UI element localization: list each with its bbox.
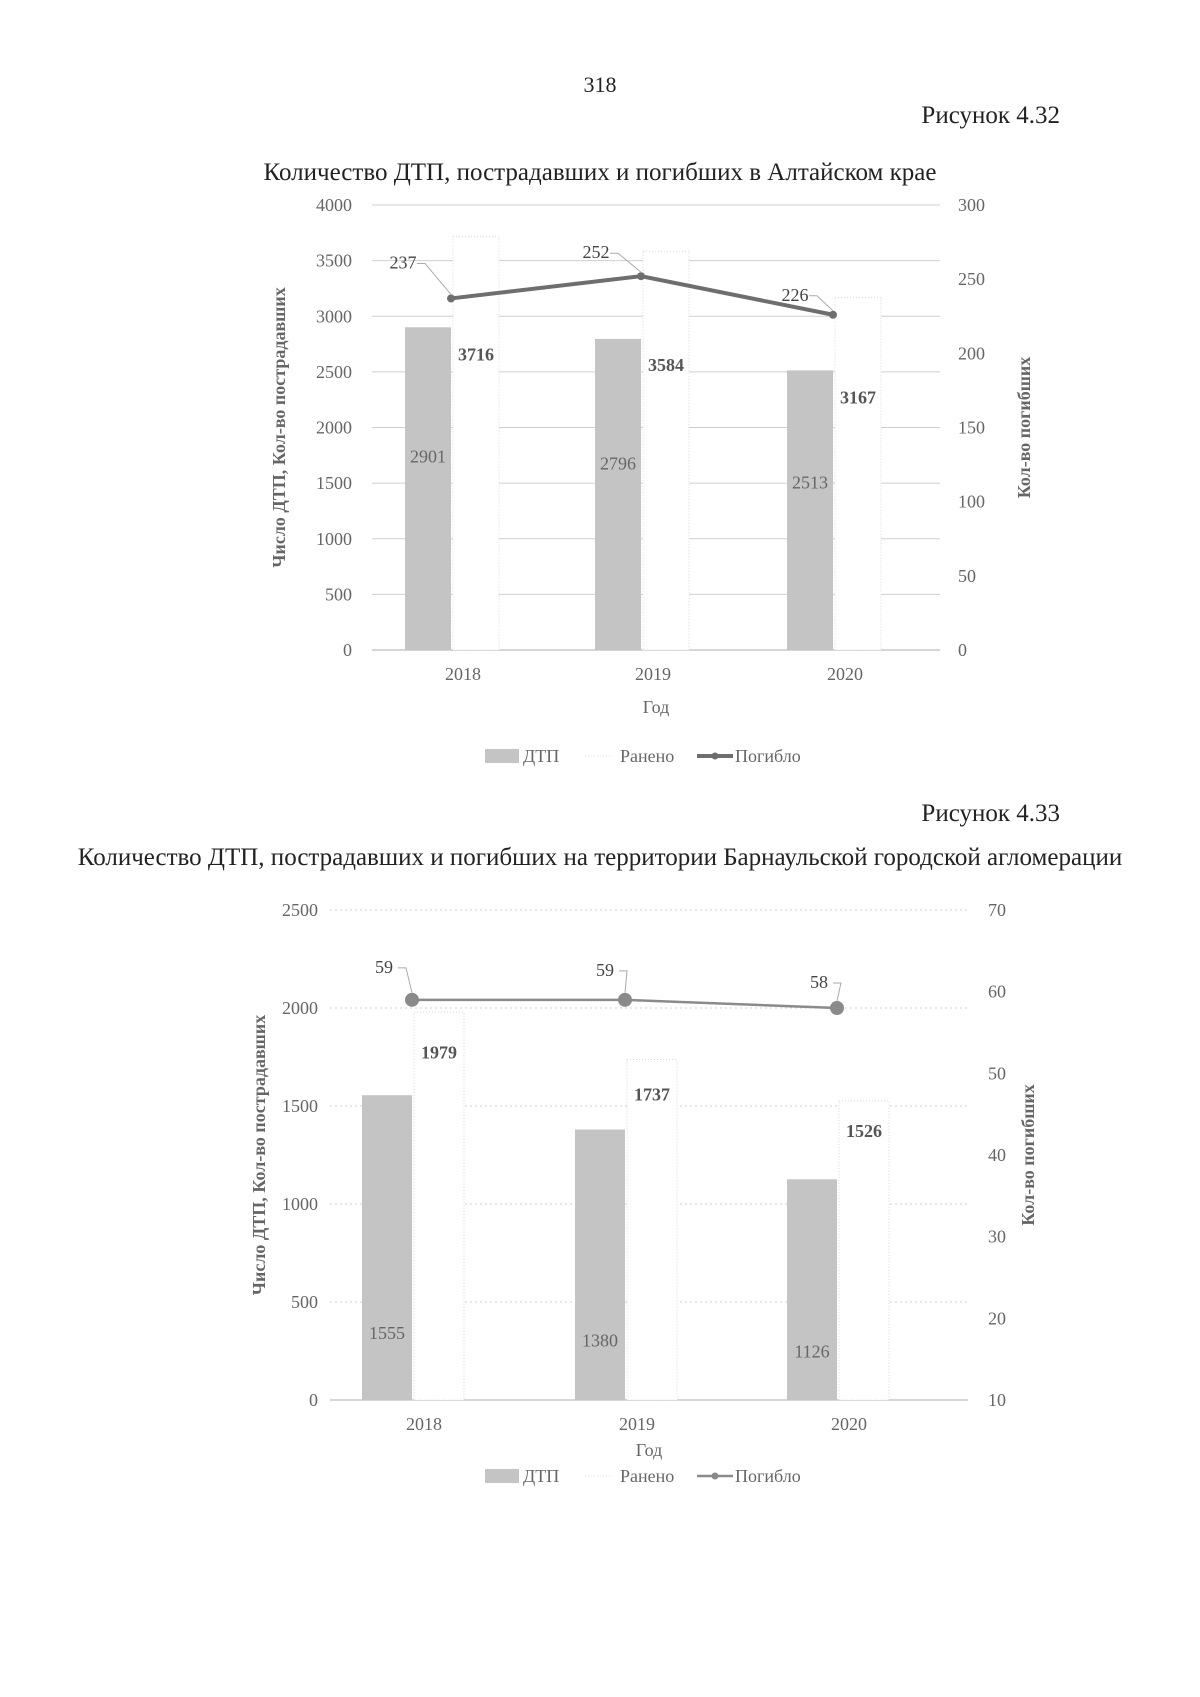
y-tick-label: 2500 xyxy=(316,361,352,382)
data-label-deaths: 59 xyxy=(596,959,614,980)
data-label-deaths: 58 xyxy=(810,972,828,992)
x-tick-label: 2018 xyxy=(406,1414,442,1434)
legend-label-deaths: Погибло xyxy=(735,1466,801,1486)
x-tick-label: 2020 xyxy=(827,664,863,684)
y2-tick-label: 10 xyxy=(988,1390,1006,1410)
bar-label-dtp: 2796 xyxy=(600,453,636,474)
page-number: 318 xyxy=(583,72,617,97)
y-tick-label: 2000 xyxy=(316,417,352,438)
y2-tick-label: 60 xyxy=(988,981,1006,1002)
y-tick-label: 500 xyxy=(291,1292,318,1312)
x-tick-label: 2018 xyxy=(445,664,481,684)
data-label-deaths: 237 xyxy=(389,252,417,273)
y-tick-label: 4000 xyxy=(316,195,352,215)
bar-label-dtp: 2513 xyxy=(792,472,828,493)
y-tick-label: 1500 xyxy=(316,473,352,494)
bar-label-injured: 1526 xyxy=(846,1120,882,1141)
legend-label-dtp: ДТП xyxy=(523,746,560,766)
bar-dtp xyxy=(787,1179,837,1400)
x-tick-label: 2019 xyxy=(635,664,671,684)
y-tick-label: 0 xyxy=(309,1390,318,1410)
y-tick-label: 2000 xyxy=(282,998,318,1018)
point-deaths xyxy=(618,993,632,1007)
legend-label-injured: Ранено xyxy=(620,1466,675,1486)
bar-dtp xyxy=(362,1095,412,1400)
y-tick-label: 1000 xyxy=(282,1194,318,1214)
y2-tick-label: 300 xyxy=(958,195,985,215)
legend-label-deaths: Погибло xyxy=(735,746,801,766)
y2-axis-title: Кол-во погибших xyxy=(1018,1084,1038,1226)
chart-title: Количество ДТП, пострадавших и погибших на территории Барнаульской городской агломерации xyxy=(77,844,1123,871)
bar-label-dtp: 1555 xyxy=(369,1322,405,1343)
bar-label-dtp: 2901 xyxy=(410,446,446,467)
chart-title: Количество ДТП, пострадавших и погибших в Алтайском крае xyxy=(263,159,937,186)
point-deaths xyxy=(830,1001,844,1015)
y-tick-label: 1000 xyxy=(316,528,352,549)
y2-tick-label: 100 xyxy=(958,491,985,512)
y2-tick-label: 30 xyxy=(988,1226,1006,1247)
bar-label-injured: 1979 xyxy=(421,1042,457,1063)
legend-marker-deaths xyxy=(712,1473,719,1480)
bar-injured xyxy=(627,1060,677,1400)
data-label-leader xyxy=(833,983,841,1001)
y-axis-title: Число ДТП, Кол-во пострадавших xyxy=(269,287,289,568)
bar-label-dtp: 1380 xyxy=(582,1330,618,1351)
y-tick-label: 3500 xyxy=(316,250,352,271)
bar-label-injured: 3167 xyxy=(840,387,876,408)
x-tick-label: 2019 xyxy=(619,1414,655,1434)
y2-tick-label: 0 xyxy=(958,640,967,660)
y2-tick-label: 70 xyxy=(988,900,1006,920)
x-axis-title: Год xyxy=(635,1440,663,1460)
x-tick-label: 2020 xyxy=(831,1414,867,1434)
y2-tick-label: 50 xyxy=(958,565,976,586)
y2-axis-title: Кол-во погибших xyxy=(1014,356,1034,499)
y2-tick-label: 150 xyxy=(958,417,985,438)
y2-tick-label: 250 xyxy=(958,269,985,290)
figure-label: Рисунок 4.33 xyxy=(921,800,1060,827)
y-tick-label: 500 xyxy=(325,584,352,605)
legend-label-injured: Ранено xyxy=(620,746,675,766)
data-label-deaths: 59 xyxy=(375,956,393,977)
y-axis-title: Число ДТП, Кол-во пострадавших xyxy=(249,1014,269,1296)
bar-injured xyxy=(839,1101,889,1400)
y-tick-label: 0 xyxy=(343,640,352,660)
y2-tick-label: 40 xyxy=(988,1145,1006,1165)
data-label-leader xyxy=(619,971,627,993)
bar-label-dtp: 1126 xyxy=(794,1341,830,1362)
y-tick-label: 3000 xyxy=(316,306,352,327)
y2-tick-label: 200 xyxy=(958,343,985,364)
bar-label-injured: 1737 xyxy=(634,1084,670,1105)
data-label-deaths: 226 xyxy=(781,284,809,305)
legend-swatch-dtp xyxy=(485,1469,519,1483)
y2-tick-label: 50 xyxy=(988,1063,1006,1084)
data-label-leader xyxy=(398,968,412,993)
y2-tick-label: 20 xyxy=(988,1308,1006,1329)
bar-dtp xyxy=(575,1130,625,1400)
legend-label-dtp: ДТП xyxy=(523,1466,560,1486)
bar-injured xyxy=(414,1012,464,1400)
y-tick-label: 1500 xyxy=(282,1096,318,1116)
bar-label-injured: 3584 xyxy=(648,354,684,375)
figure-label: Рисунок 4.32 xyxy=(921,102,1060,129)
point-deaths xyxy=(405,993,419,1007)
data-label-deaths: 252 xyxy=(582,242,610,263)
y-tick-label: 2500 xyxy=(282,900,318,920)
x-axis-title: Год xyxy=(642,697,670,717)
bar-label-injured: 3716 xyxy=(458,344,494,365)
